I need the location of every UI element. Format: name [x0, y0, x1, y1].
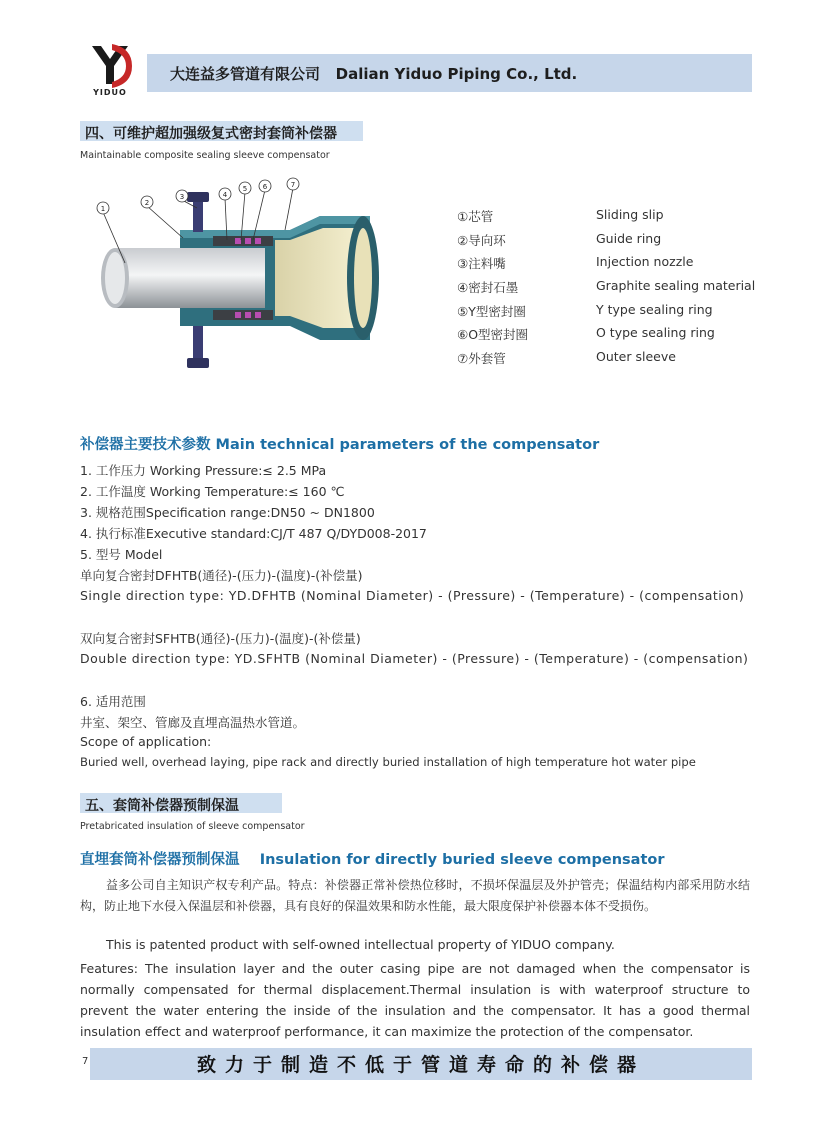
param-line-6: 单向复合密封DFHTB(通径)-(压力)-(温度)-(补偿量) — [80, 568, 363, 583]
legend-en-4: Graphite sealing material — [596, 278, 756, 293]
param-line-3: 3. 规格范围Specification range:DN50 ~ DN1800 — [80, 505, 375, 520]
legend-zh-7: ⑦外套管 — [457, 351, 506, 366]
double-direction-zh: 双向复合密封SFHTB(通径)-(压力)-(温度)-(补偿量) — [80, 631, 361, 646]
legend-zh-3: ③注料嘴 — [457, 256, 506, 271]
section5-subtitle: Pretabricated insulation of sleeve compensator — [80, 821, 305, 832]
callout-7: 7 — [290, 181, 296, 189]
legend-en-1: Sliding slip — [596, 207, 664, 222]
legend-en-7: Outer sleeve — [596, 349, 676, 364]
legend-zh-2: ②导向环 — [457, 233, 506, 248]
params-heading: 补偿器主要技术参数 Main technical parameters of the compensator — [80, 437, 600, 453]
footer-slogan: 致力于制造不低于管道寿命的补偿器 — [196, 1054, 645, 1076]
compensator-illustration — [85, 168, 440, 393]
legend-en-2: Guide ring — [596, 231, 662, 246]
section5-paragraph-zh: 益多公司自主知识产权专利产品。特点：补偿器正常补偿热位移时，不损坏保温层及外护管壳；保温结构内部采用防水结构，防止地下水侵入保温层和补偿器，具有良好的保温效果和防水性能，最大限度保护补偿器本体不受损伤。 — [80, 878, 750, 913]
scope-line-4: Buried well, overhead laying, pipe rack and directly buried installation of high temperature hot water pipe — [80, 755, 696, 769]
scope-line-3: Scope of application: — [80, 734, 212, 749]
param-line-2: 2. 工作温度 Working Temperature:≤ 160 ℃ — [80, 484, 345, 499]
section4-title: 四、可维护超加强级复式密封套筒补偿器 — [85, 126, 337, 142]
single-direction-text: Single direction type: YD.DFHTB (Nominal Diameter) - (Pressure) - (Temperature) - (compensation) — [80, 588, 745, 603]
section5-paragraph-en1: This is patented product with self-owned intellectual property of YIDUO company. — [106, 937, 615, 952]
logo-text: YIDUO — [93, 88, 127, 97]
callout-6: 6 — [262, 183, 268, 191]
section5-title: 五、套筒补偿器预制保温 — [85, 798, 239, 814]
callout-5: 5 — [242, 185, 248, 193]
legend-en-3: Injection nozzle — [596, 254, 694, 269]
scope-line-2: 井室、架空、管廊及直埋高温热水管道。 — [80, 715, 306, 730]
company-name: 大连益多管道有限公司 Dalian Yiduo Piping Co., Ltd. — [170, 65, 578, 83]
scope-line-1: 6. 适用范围 — [80, 694, 146, 709]
legend-zh-6: ⑥O型密封圈 — [457, 327, 529, 342]
param-line-5: 5. 型号 Model — [80, 547, 163, 562]
param-line-4: 4. 执行标准Executive standard:CJ/T 487 Q/DYD008-2017 — [80, 526, 427, 541]
callout-4: 4 — [222, 191, 228, 199]
page-number: 7 — [82, 1056, 89, 1067]
callout-1: 1 — [100, 205, 106, 213]
callout-2: 2 — [144, 199, 150, 207]
section5-paragraph-en2: Features: The insulation layer and the outer casing pipe are not damaged when the compensator is normally compensated for thermal displacement.Thermal insulation is with waterproof structure to prevent the water entering the inside of the insulation and the compensator. It has a good thermal insulation effect and waterproof performance, it can maximize the protection of the compensator. — [80, 961, 750, 1039]
section4-subtitle: Maintainable composite sealing sleeve compensator — [80, 150, 330, 161]
legend-zh-4: ④密封石墨 — [457, 280, 519, 295]
section5-heading: 直埋套筒补偿器预制保温 Insulation for directly buried sleeve compensator — [80, 852, 665, 868]
legend-zh-5: ⑤Y型密封圈 — [457, 304, 526, 319]
legend-en-6: O type sealing ring — [596, 325, 715, 340]
double-direction-text: Double direction type: YD.SFHTB (Nominal Diameter) - (Pressure) - (Temperature) - (compensation) — [80, 651, 749, 666]
callout-3: 3 — [179, 193, 185, 201]
legend-zh-1: ①芯管 — [457, 209, 494, 224]
legend-en-5: Y type sealing ring — [596, 302, 713, 317]
param-line-1: 1. 工作压力 Working Pressure:≤ 2.5 MPa — [80, 463, 327, 478]
